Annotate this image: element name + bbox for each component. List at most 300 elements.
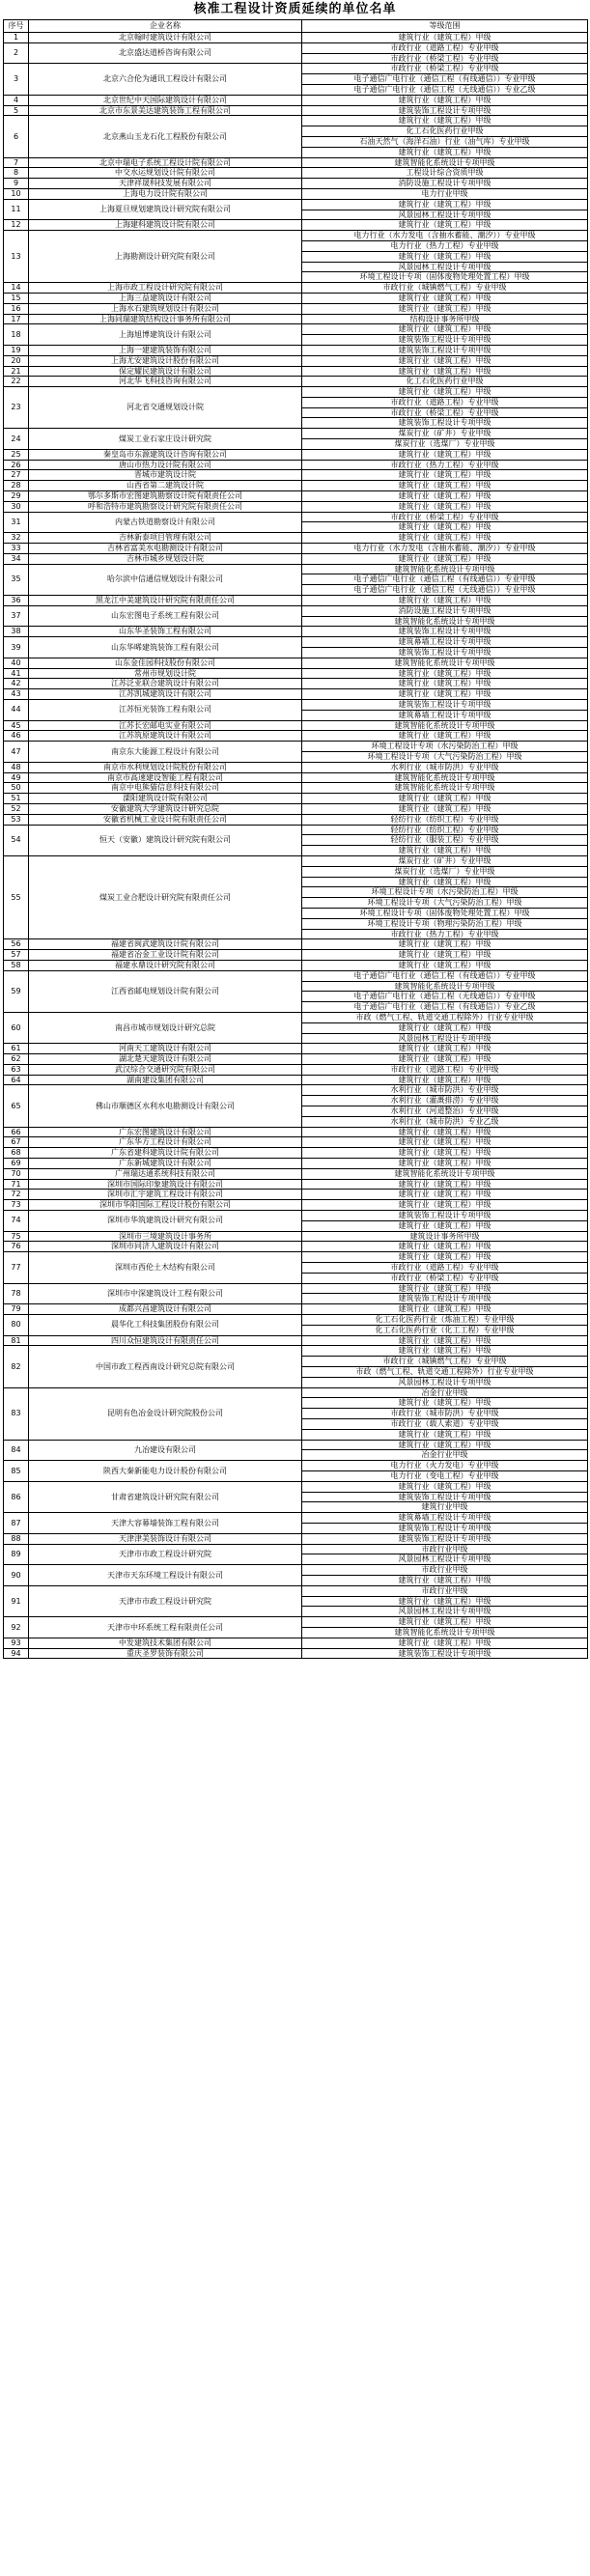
company-name: 福建省冶金工业设计院有限公司	[29, 950, 302, 961]
qualification-scope: 建筑行业（建筑工程）甲级	[302, 501, 588, 512]
table-row	[4, 1304, 588, 1315]
table-body	[4, 33, 588, 1659]
qualification-scope: 建筑智能化系统设计专项甲级	[302, 1168, 588, 1179]
row-number: 68	[4, 1148, 29, 1159]
company-name: 广东华方工程设计有限公司	[29, 1137, 302, 1148]
table-row	[4, 293, 588, 303]
row-number: 67	[4, 1137, 29, 1148]
qualification-scope: 环境工程设计专项（大气污染防治工程）甲级	[302, 751, 588, 762]
company-name: 中发建筑技术集团有限公司	[29, 1638, 302, 1648]
company-name: 福建省闽武建筑设计院有限公司	[29, 939, 302, 950]
qualification-scope: 建筑智能化系统设计专项甲级	[302, 1627, 588, 1638]
company-name: 南京东大能源工程设计有限公司	[29, 742, 302, 763]
company-name: 南京中电熊猫信息科技有限公司	[29, 783, 302, 794]
row-number: 38	[4, 627, 29, 637]
qualification-scope: 市政行业（热力工程）专业甲级	[302, 929, 588, 939]
qualification-scope: 风景园林工程设计专项甲级	[302, 210, 588, 220]
row-number: 25	[4, 449, 29, 460]
qualification-scope: 市政（燃气工程、轨道交通工程除外）行业专业甲级	[302, 1367, 588, 1378]
qualification-scope: 市政行业（道路工程）专业甲级	[302, 397, 588, 407]
qualification-scope: 建筑行业（建筑工程）甲级	[302, 1335, 588, 1346]
table-row	[4, 116, 588, 126]
row-number: 58	[4, 960, 29, 970]
company-name: 山东华圣装饰工程有限公司	[29, 627, 302, 637]
qualification-scope: 市政行业（载人索道）专业甲级	[302, 1418, 588, 1429]
table-row	[4, 1387, 588, 1398]
table-row	[4, 720, 588, 731]
qualification-scope: 建筑装饰工程设计专项甲级	[302, 1492, 588, 1502]
qualification-scope: 建筑行业（建筑工程）甲级	[302, 846, 588, 856]
qualification-scope: 建筑装饰工程设计专项甲级	[302, 335, 588, 346]
company-name: 四川众恒建筑设计有限责任公司	[29, 1335, 302, 1346]
qualification-scope: 电子通信广电行业（通信工程（有线通信））专业甲级	[302, 970, 588, 981]
qualification-scope: 建筑行业（建筑工程）甲级	[302, 1190, 588, 1200]
table-row	[4, 355, 588, 366]
table-row	[4, 95, 588, 105]
company-name: 天津市中环系统工程有限责任公司	[29, 1617, 302, 1638]
qualification-scope: 建筑装饰工程设计专项甲级	[302, 627, 588, 637]
row-number: 6	[4, 116, 29, 157]
row-number: 88	[4, 1533, 29, 1544]
row-number: 82	[4, 1346, 29, 1387]
table-row	[4, 1242, 588, 1252]
row-number: 28	[4, 481, 29, 491]
row-number: 44	[4, 700, 29, 721]
row-number: 65	[4, 1085, 29, 1127]
row-number: 76	[4, 1242, 29, 1252]
company-name: 深圳市西伦土木结构有限公司	[29, 1252, 302, 1283]
qualification-scope: 建筑行业（建筑工程）甲级	[302, 1596, 588, 1607]
qualification-scope: 电子通信广电行业（通信工程（无线通信））专业甲级	[302, 992, 588, 1002]
company-name: 煤炭工业石家庄设计研究院	[29, 429, 302, 450]
qualification-scope: 消防设施工程设计专项甲级	[302, 605, 588, 616]
company-name: 上海水石建筑规划设计有限公司	[29, 303, 302, 314]
row-number: 30	[4, 501, 29, 512]
table-row	[4, 939, 588, 950]
qualification-scope: 工程设计综合资质甲级	[302, 168, 588, 179]
row-number: 17	[4, 314, 29, 324]
qualification-scope: 冶金行业甲级	[302, 1387, 588, 1398]
qualification-scope: 建筑行业（建筑工程）甲级	[302, 1075, 588, 1085]
row-number: 55	[4, 855, 29, 938]
qualification-scope: 市政行业甲级	[302, 1544, 588, 1554]
header-no: 序号	[4, 20, 29, 33]
qualification-scope: 环境工程设计专项（物理污染防治工程）甲级	[302, 918, 588, 929]
company-name: 中国市政工程西南设计研究总院有限公司	[29, 1346, 302, 1387]
qualification-scope: 石油天然气（海洋石油）行业（油气库）专业甲级	[302, 136, 588, 147]
company-name: 江西省邮电规划设计院有限公司	[29, 970, 302, 1012]
table-row	[4, 303, 588, 314]
table-row	[4, 512, 588, 522]
row-number: 26	[4, 460, 29, 470]
row-number: 94	[4, 1648, 29, 1659]
table-row	[4, 366, 588, 377]
qualification-scope: 风景园林工程设计专项甲级	[302, 1033, 588, 1044]
qualification-scope: 建筑行业（建筑工程）甲级	[302, 1159, 588, 1169]
row-number: 63	[4, 1064, 29, 1075]
qualification-scope: 建筑装饰工程设计专项甲级	[302, 1211, 588, 1221]
row-number: 13	[4, 231, 29, 283]
qualification-scope: 建筑行业（建筑工程）甲级	[302, 1283, 588, 1294]
row-number: 5	[4, 105, 29, 116]
company-name: 上海市政工程设计研究院有限公司	[29, 283, 302, 294]
qualification-scope: 建筑装饰工程设计专项甲级	[302, 105, 588, 116]
qualification-scope: 建筑装饰工程设计专项甲级	[302, 700, 588, 711]
qualification-scope: 建筑行业（建筑工程）甲级	[302, 522, 588, 533]
row-number: 35	[4, 564, 29, 595]
company-name: 黑龙江中美建筑设计研究院有限责任公司	[29, 596, 302, 606]
qualification-scope: 建筑智能化系统设计专项甲级	[302, 658, 588, 668]
qualification-scope: 建筑装饰工程设计专项甲级	[302, 1294, 588, 1304]
table-row	[4, 1148, 588, 1159]
row-number: 10	[4, 188, 29, 199]
table-row	[4, 1585, 588, 1596]
table-row	[4, 1315, 588, 1326]
qualification-scope: 风景园林工程设计专项甲级	[302, 1554, 588, 1565]
table-row	[4, 1346, 588, 1357]
table-row	[4, 825, 588, 835]
qualification-scope: 建筑装饰工程设计专项甲级	[302, 345, 588, 355]
qualification-scope: 风景园林工程设计专项甲级	[302, 1377, 588, 1387]
company-name: 广州瑞达通系统科技有限公司	[29, 1168, 302, 1179]
qualification-scope: 市政行业（桥梁工程）专业甲级	[302, 64, 588, 74]
qualification-scope: 冶金行业甲级	[302, 1450, 588, 1461]
qualification-scope: 建筑智能化系统设计专项甲级	[302, 564, 588, 574]
qualification-scope: 电子通信广电行业（通信工程（无线通信））专业乙级	[302, 84, 588, 95]
company-name: 深圳市华阳国际工程设计股份有限公司	[29, 1200, 302, 1211]
table-row	[4, 731, 588, 742]
table-row	[4, 689, 588, 700]
header-company: 企业名称	[29, 20, 302, 33]
company-name: 北京翰时建筑设计有限公司	[29, 33, 302, 43]
row-number: 75	[4, 1231, 29, 1242]
company-name: 武汉综合交通研究院有限公司	[29, 1064, 302, 1075]
company-name: 常州市规划设计院	[29, 668, 302, 679]
company-name: 上海旭博建筑设计有限公司	[29, 324, 302, 346]
company-name: 吉林省富美水电勘测设计有限公司	[29, 544, 302, 554]
qualification-scope: 结构设计事务所甲级	[302, 314, 588, 324]
qualification-scope: 建筑装饰工程设计专项甲级	[302, 1648, 588, 1659]
qualification-scope: 建筑行业（建筑工程）甲级	[302, 387, 588, 398]
header-scope: 等级范围	[302, 20, 588, 33]
row-number: 23	[4, 387, 29, 429]
qualification-scope: 环境工程设计专项（固体废物处理处置工程）甲级	[302, 272, 588, 283]
table-row	[4, 283, 588, 294]
table-row	[4, 772, 588, 783]
table-row	[4, 449, 588, 460]
table-row	[4, 803, 588, 814]
qualification-scope: 建筑行业（建筑工程）甲级	[302, 1481, 588, 1492]
row-number: 42	[4, 679, 29, 689]
table-row	[4, 231, 588, 241]
company-name: 南京市水利规划设计院股份有限公司	[29, 762, 302, 772]
table-row	[4, 1544, 588, 1554]
qualification-scope: 电子通信广电行业（通信工程（有线通信））专业甲级	[302, 574, 588, 585]
row-number: 84	[4, 1440, 29, 1461]
company-name: 九冶建设有限公司	[29, 1440, 302, 1461]
table-row	[4, 855, 588, 866]
company-name: 安徽省机械工业设计院有限责任公司	[29, 814, 302, 825]
qualification-scope: 建筑行业（建筑工程）甲级	[302, 533, 588, 544]
company-name: 江苏凯城建筑设计有限公司	[29, 689, 302, 700]
table-row	[4, 1211, 588, 1221]
qualification-scope: 建筑智能化系统设计专项甲级	[302, 157, 588, 168]
company-name: 山西省第二建筑设计院	[29, 481, 302, 491]
company-name: 深圳市同济人建筑设计有限公司	[29, 1242, 302, 1252]
row-number: 34	[4, 553, 29, 564]
table-row	[4, 605, 588, 616]
qualification-scope: 电力行业（变电工程）专业甲级	[302, 1470, 588, 1481]
company-name: 天津大容幕墙装饰工程有限公司	[29, 1513, 302, 1534]
company-name: 安徽建筑大学建筑设计研究总院	[29, 803, 302, 814]
company-name: 山东金佳园科技股份有限公司	[29, 658, 302, 668]
row-number: 71	[4, 1179, 29, 1190]
row-number: 20	[4, 355, 29, 366]
company-name: 北京世纪中天国际建筑设计有限公司	[29, 95, 302, 105]
qualification-scope: 建筑行业（建筑工程）甲级	[302, 1022, 588, 1033]
row-number: 27	[4, 470, 29, 481]
row-number: 79	[4, 1304, 29, 1315]
table-row	[4, 960, 588, 970]
company-name: 重庆圣罗装饰有限公司	[29, 1648, 302, 1659]
row-number: 48	[4, 762, 29, 772]
qualification-scope: 建筑行业（建筑工程）甲级	[302, 939, 588, 950]
qualification-scope: 建筑行业（建筑工程）甲级	[302, 481, 588, 491]
company-name: 深圳市中深建筑设计工程有限公司	[29, 1283, 302, 1304]
row-number: 64	[4, 1075, 29, 1085]
qualification-scope: 煤炭行业（矿井）专业甲级	[302, 429, 588, 439]
company-name: 广东宏图建筑设计有限公司	[29, 1127, 302, 1137]
qualification-scope: 建筑智能化系统设计专项甲级	[302, 772, 588, 783]
row-number: 90	[4, 1565, 29, 1586]
row-number: 36	[4, 596, 29, 606]
table-row	[4, 1085, 588, 1096]
table-row	[4, 1179, 588, 1190]
qualification-scope: 水利行业（城市防洪）专业甲级	[302, 762, 588, 772]
company-name: 吉林市城乡规划设计院	[29, 553, 302, 564]
table-row	[4, 324, 588, 335]
qualification-scope: 建筑行业（建筑工程）甲级	[302, 689, 588, 700]
qualification-scope: 建筑行业（建筑工程）甲级	[302, 366, 588, 377]
qualification-scope: 建筑行业（建筑工程）甲级	[302, 199, 588, 210]
table-row	[4, 1565, 588, 1576]
table-row	[4, 1481, 588, 1492]
row-number: 53	[4, 814, 29, 825]
table-row	[4, 64, 588, 74]
row-number: 19	[4, 345, 29, 355]
company-name: 成都兴昌建筑设计有限公司	[29, 1304, 302, 1315]
qualification-scope: 建筑行业（建筑工程）甲级	[302, 1200, 588, 1211]
qualification-scope: 电力行业（火力发电）专业甲级	[302, 1461, 588, 1471]
table-row	[4, 42, 588, 53]
table-row	[4, 1648, 588, 1659]
qualification-scope: 市政行业甲级	[302, 1565, 588, 1576]
qualification-scope: 电力行业（水力发电（含抽水蓄能、潮汐））专业甲级	[302, 231, 588, 241]
company-name: 天津市市政工程设计研究院	[29, 1544, 302, 1565]
row-number: 89	[4, 1544, 29, 1565]
qualification-scope: 建筑行业（建筑工程）甲级	[302, 1127, 588, 1137]
qualification-scope: 建筑行业（建筑工程）甲级	[302, 293, 588, 303]
qualification-scope: 电力行业（热力工程）专业甲级	[302, 240, 588, 251]
qualification-scope: 建筑行业（建筑工程）甲级	[302, 1242, 588, 1252]
row-number: 14	[4, 283, 29, 294]
table-row	[4, 658, 588, 668]
qualification-scope: 环境工程设计专项（大气污染防治工程）甲级	[302, 898, 588, 909]
row-number: 39	[4, 637, 29, 658]
row-number: 45	[4, 720, 29, 731]
table-row	[4, 157, 588, 168]
qualification-scope: 市政行业（热力工程）专业甲级	[302, 460, 588, 470]
table-row	[4, 679, 588, 689]
table-row	[4, 105, 588, 116]
qualification-scope: 市政行业（桥梁工程）专业甲级	[302, 512, 588, 522]
row-number: 3	[4, 64, 29, 95]
qualification-scope: 建筑装饰工程设计专项甲级	[302, 1533, 588, 1544]
row-number: 8	[4, 168, 29, 179]
qualification-scope: 建筑行业（建筑工程）甲级	[302, 679, 588, 689]
table-row	[4, 1064, 588, 1075]
qualification-scope: 化工石化医药行业甲级	[302, 377, 588, 387]
qualification-scope: 市政（燃气工程、轨道交通工程除外）行业专业甲级	[302, 1012, 588, 1022]
row-number: 33	[4, 544, 29, 554]
table-row	[4, 783, 588, 794]
qualification-scope: 市政行业（桥梁工程）专业甲级	[302, 53, 588, 64]
table-row	[4, 1461, 588, 1471]
table-row	[4, 1617, 588, 1628]
qualification-scope: 建筑行业甲级	[302, 1502, 588, 1513]
table-row	[4, 1044, 588, 1054]
table-row	[4, 553, 588, 564]
row-number: 47	[4, 742, 29, 763]
qualification-scope: 建筑行业（建筑工程）甲级	[302, 1304, 588, 1315]
qualification-scope: 电子通信广电行业（通信工程（无线通信））专业甲级	[302, 585, 588, 596]
row-number: 4	[4, 95, 29, 105]
table-row	[4, 596, 588, 606]
row-number: 60	[4, 1012, 29, 1043]
qualification-scope: 建筑行业（建筑工程）甲级	[302, 553, 588, 564]
company-name: 上海夏旦规划建筑设计研究院有限公司	[29, 199, 302, 220]
qualification-scope: 建筑装饰工程设计专项甲级	[302, 418, 588, 429]
qualification-scope: 建筑幕墙工程设计专项甲级	[302, 710, 588, 720]
table-row	[4, 220, 588, 231]
company-name: 江苏泛亚联合建筑设计有限公司	[29, 679, 302, 689]
table-row	[4, 668, 588, 679]
company-name: 深圳市汇宇建筑工程设计有限公司	[29, 1190, 302, 1200]
qualification-scope: 市政行业（道路工程）专业甲级	[302, 1263, 588, 1274]
company-name: 上海三益建筑设计有限公司	[29, 293, 302, 303]
table-row	[4, 970, 588, 981]
qualification-scope: 轻纺行业（纺织工程）专业甲级	[302, 814, 588, 825]
table-row	[4, 1168, 588, 1179]
row-number: 31	[4, 512, 29, 533]
qualification-scope: 水利行业（城市防洪）专业甲级	[302, 1085, 588, 1096]
row-number: 9	[4, 179, 29, 189]
table-row	[4, 1137, 588, 1148]
table-row	[4, 345, 588, 355]
qualification-scope: 建筑行业（建筑工程）甲级	[302, 1054, 588, 1065]
qualification-scope: 建筑行业（建筑工程）甲级	[302, 803, 588, 814]
qualification-scope: 建筑行业（建筑工程）甲级	[302, 324, 588, 335]
company-name: 天津市市政工程设计研究院	[29, 1585, 302, 1616]
qualification-scope: 建筑行业（建筑工程）甲级	[302, 1398, 588, 1409]
row-number: 91	[4, 1585, 29, 1616]
company-name: 山东宏图电子系统工程有限公司	[29, 605, 302, 627]
row-number: 74	[4, 1211, 29, 1232]
row-number: 80	[4, 1315, 29, 1336]
company-name: 深圳市华筑建筑设计研究有限公司	[29, 1211, 302, 1232]
table-row	[4, 199, 588, 210]
company-name: 唐山市热力设计院有限公司	[29, 460, 302, 470]
qualification-scope: 消防设施工程设计专项甲级	[302, 179, 588, 189]
row-number: 50	[4, 783, 29, 794]
company-name: 佛山市顺德区水利水电勘测设计有限公司	[29, 1085, 302, 1127]
row-number: 85	[4, 1461, 29, 1482]
row-number: 49	[4, 772, 29, 783]
qualification-scope: 水利行业（城市防洪）专业乙级	[302, 1116, 588, 1127]
row-number: 83	[4, 1387, 29, 1440]
table-row	[4, 377, 588, 387]
page-title: 核准工程设计资质延续的单位名单	[193, 2, 397, 16]
qualification-scope: 建筑行业（建筑工程）甲级	[302, 220, 588, 231]
company-name: 广东新城建筑设计有限公司	[29, 1159, 302, 1169]
company-name: 南昌市城市规划设计研究总院	[29, 1012, 302, 1043]
row-number: 92	[4, 1617, 29, 1638]
table-row	[4, 387, 588, 398]
qualification-scope: 建筑行业（建筑工程）甲级	[302, 449, 588, 460]
table-row	[4, 1190, 588, 1200]
row-number: 69	[4, 1159, 29, 1169]
qualification-scope: 市政行业甲级	[302, 1585, 588, 1596]
qualification-scope: 建筑行业（建筑工程）甲级	[302, 668, 588, 679]
qualification-scope: 煤炭行业（矿井）专业甲级	[302, 855, 588, 866]
qualification-scope: 风景园林工程设计专项甲级	[302, 1607, 588, 1617]
row-number: 22	[4, 377, 29, 387]
table-row	[4, 1159, 588, 1169]
qualification-scope: 建筑智能化系统设计专项甲级	[302, 783, 588, 794]
company-name: 晋城市建筑设计院	[29, 470, 302, 481]
company-name: 深圳市国际印象建筑设计有限公司	[29, 1179, 302, 1190]
table-row	[4, 1335, 588, 1346]
qualification-scope: 电子通信广电行业（通信工程（有线通信））专业甲级	[302, 74, 588, 85]
company-name: 北京中瑞电子系统工程设计院有限公司	[29, 157, 302, 168]
table-row	[4, 627, 588, 637]
qualification-scope: 建筑行业（建筑工程）甲级	[302, 1617, 588, 1628]
company-name: 上海电力设计院有限公司	[29, 188, 302, 199]
qualification-scope: 化工石化医药行业甲级	[302, 126, 588, 137]
company-name: 上海同瑞建筑结构设计事务所有限公司	[29, 314, 302, 324]
table-row	[4, 1075, 588, 1085]
row-number: 70	[4, 1168, 29, 1179]
table-row	[4, 794, 588, 804]
qualification-scope: 建筑行业（建筑工程）甲级	[302, 1179, 588, 1190]
row-number: 62	[4, 1054, 29, 1065]
row-number: 29	[4, 491, 29, 502]
qualification-scope: 建筑行业（建筑工程）甲级	[302, 1220, 588, 1231]
qualification-scope: 建筑行业（建筑工程）甲级	[302, 147, 588, 157]
row-number: 86	[4, 1481, 29, 1512]
qualification-scope: 建筑行业（建筑工程）甲级	[302, 1440, 588, 1450]
table-row	[4, 742, 588, 752]
company-name: 福建永鼎设计研究院有限公司	[29, 960, 302, 970]
company-name: 南京市高速建设智能工程有限公司	[29, 772, 302, 783]
row-number: 78	[4, 1283, 29, 1304]
qualification-scope: 建筑行业（建筑工程）甲级	[302, 1252, 588, 1263]
qualification-scope: 建筑装饰工程设计专项甲级	[302, 1523, 588, 1533]
row-number: 59	[4, 970, 29, 1012]
company-name: 广东省建科建筑设计院有限公司	[29, 1148, 302, 1159]
table-row	[4, 168, 588, 179]
table-row	[4, 1252, 588, 1263]
